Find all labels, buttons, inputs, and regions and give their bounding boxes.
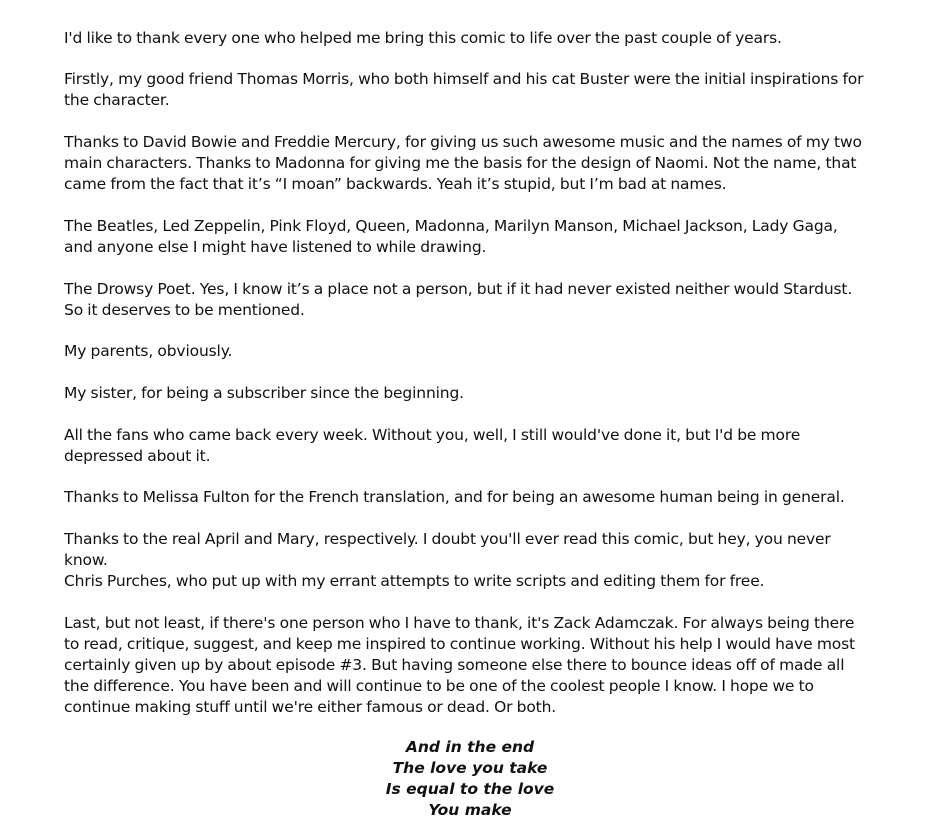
quote-line: The love you take [392,759,548,777]
paragraph-musicians: The Beatles, Led Zeppelin, Pink Floyd, Queen, Madonna, Marilyn Manson, Michael Jackson, Lady Gaga, and anyone else I might have listened to while drawing. [64,217,838,256]
paragraph-chris-purches: Chris Purches, who put up with my errant attempts to write scripts and editing them for free. [64,572,765,590]
paragraph-bowie-mercury: Thanks to David Bowie and Freddie Mercury, for giving us such awesome music and the names of my two main characters. Thanks to Madonna for giving me the basis for the design of Naomi. Not the name, that came from the fact that it’s “I moan” backwards. Yeah it’s stupid, but I’m bad at names. [64,133,862,193]
quote-line: And in the end [405,738,535,756]
paragraph-sister: My sister, for being a subscriber since the beginning. [64,384,464,402]
paragraph-drowsy-poet: The Drowsy Poet. Yes, I know it’s a place not a person, but if it had never existed neither would Stardust. So it deserves to be mentioned. [64,280,853,319]
closing-quote [0,737,940,821]
quote-line: Is equal to the love [385,780,555,798]
quote-line: You make [428,801,512,819]
paragraph-melissa-fulton: Thanks to Melissa Fulton for the French translation, and for being an awesome human being in general. [64,488,845,506]
paragraph-april-mary: Thanks to the real April and Mary, respectively. I doubt you'll ever read this comic, but hey, you never know. [64,530,831,569]
paragraph-fans: All the fans who came back every week. Without you, well, I still would've done it, but I'd be more depressed about it. [64,426,801,465]
paragraph-thanks-intro: I'd like to thank every one who helped me bring this comic to life over the past couple of years. [64,29,782,47]
paragraph-zack-adamczak: Last, but not least, if there's one person who I have to thank, it's Zack Adamczak. For always being there to read, critique, suggest, and keep me inspired to continue working. Without his help I would have most certainly given up by about episode #3. But having someone else there to bounce ideas off of made all the difference. You have been and will continue to be one of the coolest people I know. I hope we to continue making stuff until we're either famous or dead. Or both. [64,614,855,716]
paragraph-parents: My parents, obviously. [64,342,233,360]
paragraph-thomas-morris: Firstly, my good friend Thomas Morris, who both himself and his cat Buster were the initial inspirations for the character. [64,70,864,109]
